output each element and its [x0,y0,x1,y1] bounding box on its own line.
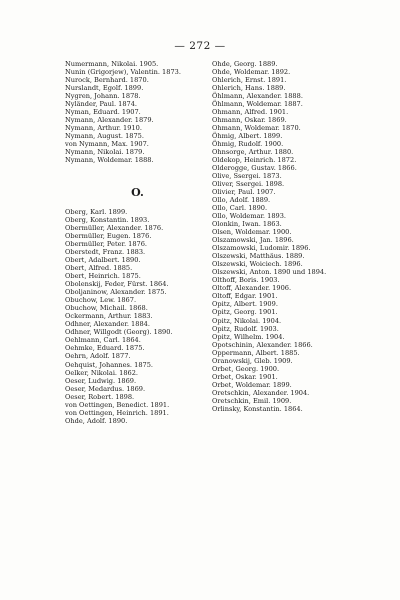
list-item: von Oettingen, Benedict. 1891. [65,400,170,409]
list-item: Olonkin, Iwan. 1863. [212,220,282,229]
list-item: Öhmig, Albert. 1899. [212,132,283,141]
list-item: Odhner, Alexander. 1884. [65,320,150,329]
list-item: Oppermann, Albert. 1885. [212,348,300,357]
list-item: Olszewski, Woiciech. 1896. [212,260,303,269]
list-item: Orbet, Georg. 1900. [212,364,280,373]
list-item: Olszamowski, Jan. 1896. [212,236,294,245]
list-item: Nymann, Alexander. 1879. [65,116,154,125]
list-item: Ohde, Woldemar. 1892. [212,68,291,77]
list-item: Obuchow, Lew. 1867. [65,296,137,305]
list-item: Olszewski, Anton. 1890 und 1894. [212,268,327,277]
list-item: von Oettingen, Heinrich. 1891. [65,408,169,417]
list-item: Opitz, Georg. 1901. [212,308,278,317]
list-item: Nymann, Arthur. 1910. [65,124,142,133]
list-item: Oelker, Nikolai. 1862. [65,368,138,377]
list-item: Orbet, Woldemar. 1899. [212,380,292,389]
list-item: Ollo, Woldemar. 1893. [212,212,286,221]
list-item: Orbet, Oskar. 1901. [212,372,278,381]
list-item: Olsen, Woldemar. 1900. [212,228,292,237]
list-item: Oliver, Ssergei. 1898. [212,180,285,189]
left-column [65,60,210,425]
list-item: Oberstedt, Franz. 1883. [65,248,146,257]
o-entries-list [65,208,210,424]
list-item: Oltoff, Alexander. 1906. [212,284,292,293]
list-item: Nyman, Eduard. 1907. [65,108,141,117]
list-item: Oboljaninow, Alexander. 1875. [65,288,167,297]
list-item: Oretschkin, Alexander. 1904. [212,388,310,397]
list-item: Olszewski, Matthäus. 1889. [212,252,305,261]
list-item: Nygren, Johann. 1878. [65,92,141,101]
list-item: von Nymann, Max. 1907. [65,140,149,149]
list-item: Nurslandt, Egolf. 1899. [65,84,144,93]
list-item: Oeser, Medardus. 1869. [65,384,146,393]
list-item: Olderogge, Gustav. 1866. [212,164,297,173]
list-item: Nurock, Bernhard. 1870. [65,76,149,85]
list-item: Oeser, Ludwig. 1869. [65,376,137,385]
list-item: Oehrn, Adolf. 1877. [65,352,131,361]
list-item: Odhner, Willgodt (Georg). 1890. [65,328,173,337]
list-item: Orlinsky, Konstantin. 1864. [212,404,303,413]
list-item: Ockermann, Arthur. 1883. [65,312,153,321]
list-item: Nunin (Grigorjew), Valentin. 1873. [65,68,181,77]
list-item: Oranowskij, Gleb. 1909. [212,356,293,365]
section-letter-heading: O. [131,186,144,200]
list-item: Ohnsorge, Arthur. 1880. [212,148,294,157]
list-item: Opitz, Nikolai. 1904. [212,316,282,325]
list-item: Olive, Ssergei. 1873. [212,172,282,181]
n-entries-list [65,60,210,164]
section-gap [65,164,210,186]
list-item: Ohlerich, Ernst. 1891. [212,76,287,85]
list-item: Numermann, Nikolai. 1905. [65,60,159,68]
list-item: Oldekop, Heinrich. 1872. [212,156,297,165]
list-item: Obermüller, Peter. 1876. [65,240,148,249]
list-item: Nymann, Nikolai. 1879. [65,148,145,157]
list-item: Opitz, Albert. 1909. [212,300,278,309]
list-item: Nymann, August. 1875. [65,132,144,141]
list-item: Olivier, Paul. 1907. [212,188,276,197]
list-item: Obermüller, Eugen. 1876. [65,232,152,241]
list-item: Obert, Adalbert. 1890. [65,256,141,265]
list-item: Ohmann, Alfred. 1901. [212,108,289,117]
list-item: Obermüller, Alexander. 1876. [65,224,164,233]
list-item: Opitz, Wilhelm. 1904. [212,332,285,341]
list-item: Obuchow, Michail. 1868. [65,304,148,313]
list-item: Ohde, Adolf. 1890. [65,416,128,425]
list-item: Ohmann, Oskar. 1869. [212,116,287,125]
list-item: Olthoff, Boris. 1903. [212,276,280,285]
list-item: Oehquist, Johannes. 1875. [65,360,153,369]
list-item: Nymann, Woldemar. 1888. [65,156,154,165]
list-item: Öhlmann, Woldemar. 1887. [212,100,303,109]
list-item: Ohmann, Woldemar. 1870. [212,124,301,133]
o-entries-list-continued [212,60,362,413]
list-item: Öhlmann, Alexander. 1888. [212,92,303,101]
list-item: Obolenskij, Feder, Fürst. 1864. [65,280,169,289]
list-item: Opotschinin, Alexander. 1866. [212,340,313,349]
list-item: Opitz, Rudolf. 1903. [212,324,279,333]
list-item: Oltoff, Edgar. 1901. [212,292,278,301]
list-item: Ollo, Carl. 1890. [212,204,268,213]
list-item: Obert, Heinrich. 1875. [65,272,141,281]
page-number: — 272 — [174,40,226,52]
list-item: Olszamowski, Ludomir. 1896. [212,244,311,253]
list-item: Oberg, Konstantin. 1893. [65,216,150,225]
list-item: Öhmig, Rudolf. 1900. [212,140,284,149]
list-item: Oberg, Karl. 1899. [65,208,128,217]
right-column [212,60,362,413]
list-item: Obert, Alfred. 1885. [65,264,133,273]
list-item: Nyländer, Paul. 1874. [65,100,138,109]
list-item: Oretschkin, Emil. 1909. [212,396,292,405]
list-item: Oehlmann, Carl. 1864. [65,336,141,345]
list-item: Oeser, Robert. 1898. [65,392,135,401]
list-item: Ohlerich, Hans. 1889. [212,84,286,93]
list-item: Oehmke, Eduard. 1875. [65,344,145,353]
list-item: Ollo, Adolf. 1889. [212,196,271,205]
list-item: Ohde, Georg. 1889. [212,60,278,68]
